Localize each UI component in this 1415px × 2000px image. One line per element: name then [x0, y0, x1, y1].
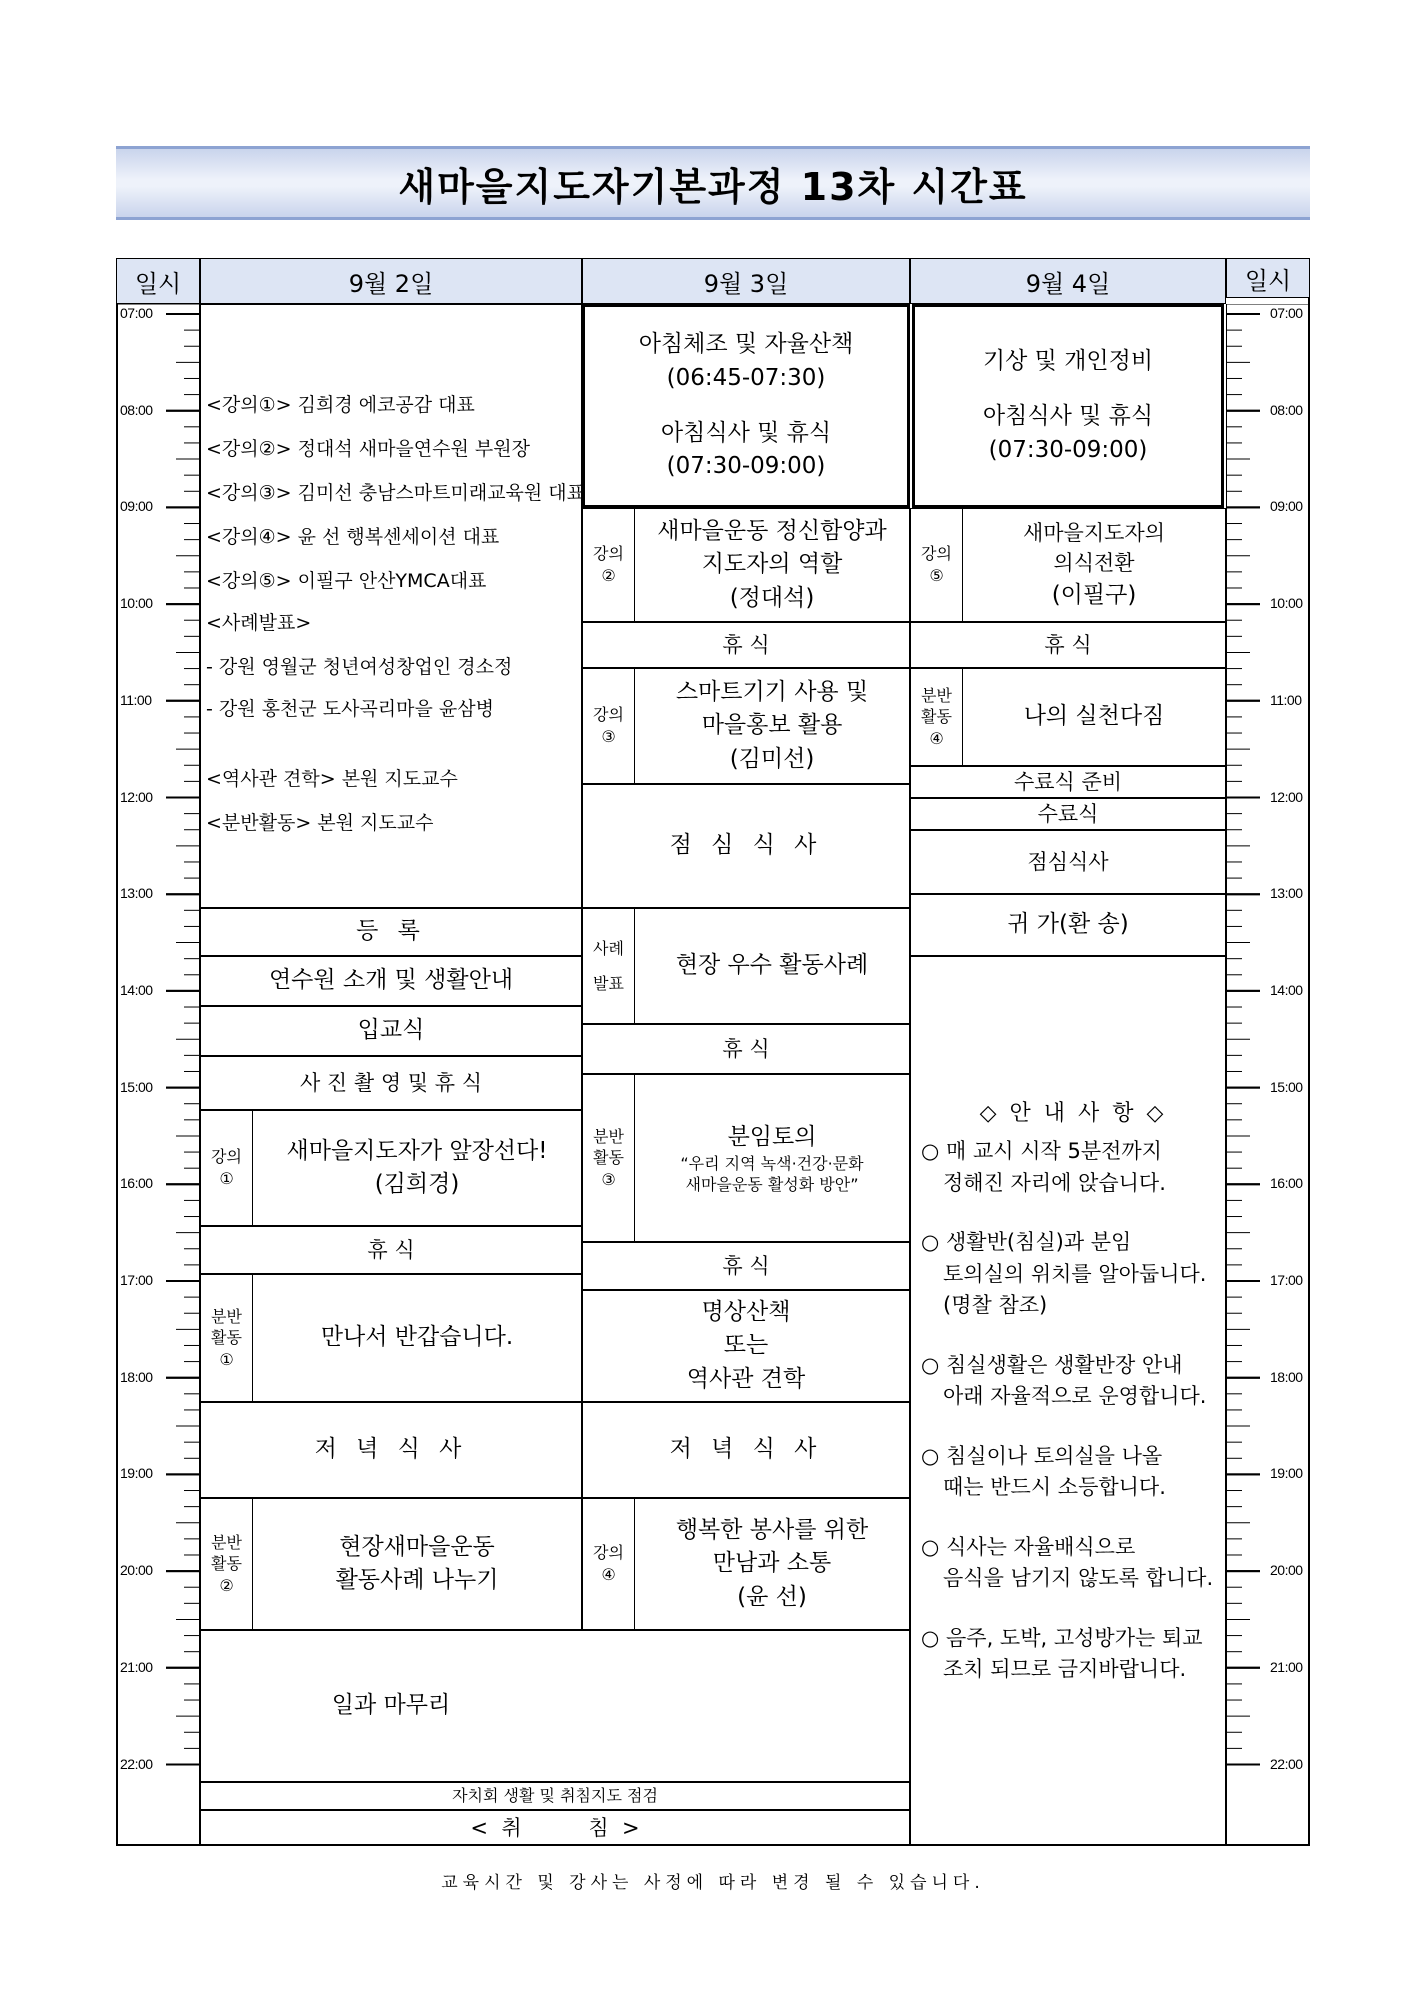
d1-register: 등 록 — [200, 908, 582, 956]
time-label: 07:00 — [120, 305, 153, 321]
case-heading: <사례발표> — [206, 612, 312, 634]
d1-group-activity-1: 분반 활동 ① 만나서 반갑습니다. — [200, 1274, 582, 1402]
time-label: 08:00 — [1270, 401, 1303, 418]
notice-2: ○ 생활반(침실)과 분임 토의실의 위치를 알아둡니다. (명찰 참조) — [921, 1230, 1207, 1317]
time-label: 09:00 — [1270, 498, 1303, 515]
time-label: 13:00 — [120, 885, 153, 902]
d1-break: 휴 식 — [200, 1226, 582, 1274]
d2-lecture-3: 강의 ③ 스마트기기 사용 및 마을홍보 활용 (김미선) — [582, 668, 910, 784]
d2-lecture-4: 강의 ④ 행복한 봉사를 위한 만남과 소통 (윤 선) — [582, 1498, 910, 1630]
time-label: 15:00 — [120, 1078, 153, 1095]
d3-graduation: 수료식 — [910, 798, 1226, 830]
time-label: 14:00 — [1270, 981, 1303, 998]
header-left-time: 일시 — [116, 258, 200, 304]
header-day3: 9월 4일 — [910, 258, 1226, 304]
d1-dorm-check: 자치회 생활 및 취침지도 점검 — [200, 1782, 910, 1810]
notice-6: ○ 음주, 도박, 고성방가는 퇴교 조치 되므로 금지바랍니다. — [921, 1625, 1203, 1681]
footer-note: 교육시간 및 강사는 사정에 따라 변경 될 수 있습니다. — [441, 1873, 985, 1893]
time-label: 17:00 — [120, 1272, 153, 1288]
time-label: 22:00 — [1270, 1755, 1303, 1772]
d2-break-2: 휴 식 — [582, 1024, 910, 1074]
time-label: 10:00 — [1270, 595, 1303, 612]
time-label: 19:00 — [120, 1465, 153, 1482]
lecturer-4: <강의④> 윤 선 행복센세이션 대표 — [206, 526, 500, 548]
lecturer-1: <강의①> 김희경 에코공감 대표 — [206, 394, 475, 416]
d2-case-presentation: 사례 발표 현장 우수 활동사례 — [582, 908, 910, 1024]
d2-meditation-walk: 명상산책 또는 역사관 견학 — [582, 1290, 910, 1402]
time-label: 18:00 — [1270, 1368, 1303, 1385]
left-time-axis — [116, 304, 200, 1846]
time-label: 08:00 — [120, 401, 153, 418]
d2-dinner: 저 녁 식 사 — [582, 1402, 910, 1498]
time-label: 14:00 — [120, 981, 153, 998]
time-label: 13:00 — [1270, 885, 1303, 902]
d1-group-activity-2: 분반 활동 ② 현장새마을운동 활동사례 나누기 — [200, 1498, 582, 1630]
header-day2: 9월 3일 — [582, 258, 910, 304]
d2-lecture-2: 강의 ② 새마을운동 정신함양과 지도자의 역할 (정대석) — [582, 508, 910, 622]
d2-lunch: 점 심 식 사 — [582, 784, 910, 908]
time-label: 16:00 — [1270, 1175, 1303, 1192]
d3-morning: 기상 및 개인정비 아침식사 및 휴식 (07:30-09:00) — [912, 304, 1224, 508]
time-label: 11:00 — [120, 691, 152, 708]
lecturer-2: <강의②> 정대석 새마을연수원 부원장 — [206, 438, 530, 460]
page-title: 새마을지도자기본과정 13차 시간표 — [398, 164, 1028, 209]
d1-lights-out: < 취 침 > — [200, 1810, 910, 1846]
time-label: 20:00 — [1270, 1562, 1303, 1579]
case-presenter-1: - 강원 영월군 청년여성창업인 경소정 — [206, 656, 513, 678]
d1-orientation: 연수원 소개 및 생활안내 — [200, 956, 582, 1006]
time-label: 12:00 — [120, 788, 153, 805]
header-right-time: 일시 — [1226, 258, 1310, 298]
d3-break: 휴 식 — [910, 622, 1226, 668]
case-presenter-2: - 강원 홍천군 도사곡리마을 윤삼병 — [206, 698, 494, 720]
time-label: 16:00 — [120, 1175, 153, 1192]
d3-notice-box — [910, 956, 1226, 1846]
notice-3: ○ 침실생활은 생활반장 안내 아래 자율적으로 운영합니다. — [921, 1352, 1207, 1408]
notice-4: ○ 침실이나 토의실을 나올 때는 반드시 소등합니다. — [921, 1443, 1166, 1499]
d1-entrance-ceremony: 입교식 — [200, 1006, 582, 1056]
time-label: 17:00 — [1270, 1272, 1303, 1288]
time-label: 18:00 — [120, 1368, 153, 1385]
right-time-axis — [1226, 304, 1310, 1846]
notice-1: ○ 매 교시 시작 5분전까지 정해진 자리에 앉습니다. — [921, 1139, 1166, 1195]
time-label: 19:00 — [1270, 1465, 1303, 1482]
notice-5: ○ 식사는 자율배식으로 음식을 남기지 않도록 합니다. — [921, 1534, 1214, 1590]
d2-morning: 아침체조 및 자율산책 (06:45-07:30) 아침식사 및 휴식 (07:30-09:00) — [582, 304, 910, 508]
d3-return-home: 귀 가(환 송) — [910, 894, 1226, 956]
d2-group-discussion: 분반 활동 ③ 분임토의 “우리 지역 녹색·건강·문화 새마을운동 활성화 방안” — [582, 1074, 910, 1242]
time-label: 21:00 — [1270, 1658, 1303, 1675]
notice-title: ◇ 안 내 사 항 ◇ — [979, 1101, 1167, 1126]
time-label: 22:00 — [120, 1755, 153, 1772]
time-label: 07:00 — [1270, 305, 1303, 321]
header-day1: 9월 2일 — [200, 258, 582, 304]
d2-break-3: 휴 식 — [582, 1242, 910, 1290]
d1-lecture-1: 강의 ① 새마을지도자가 앞장선다! (김희경) — [200, 1110, 582, 1226]
time-label: 15:00 — [1270, 1078, 1303, 1095]
time-label: 21:00 — [120, 1658, 153, 1675]
lecturer-5: <강의⑤> 이필구 안산YMCA대표 — [206, 570, 487, 592]
d1-wrapup: 일과 마무리 — [200, 1630, 910, 1782]
time-label: 12:00 — [1270, 788, 1303, 805]
d3-group-activity-4: 분반 활동 ④ 나의 실천다짐 — [910, 668, 1226, 766]
d3-lunch: 점심식사 — [910, 830, 1226, 894]
history-tour-guide: <역사관 견학> 본원 지도교수 — [206, 768, 458, 790]
title-banner — [116, 146, 1310, 220]
lecturer-3: <강의③> 김미선 충남스마트미래교육원 대표 — [206, 482, 586, 504]
d1-photo-break: 사 진 촬 영 및 휴 식 — [200, 1056, 582, 1110]
d1-dinner: 저 녁 식 사 — [200, 1402, 582, 1498]
time-label: 10:00 — [120, 595, 153, 612]
time-label: 09:00 — [120, 498, 153, 515]
d3-graduation-prep: 수료식 준비 — [910, 766, 1226, 798]
time-label: 11:00 — [1270, 691, 1302, 708]
group-activity-guide: <분반활동> 본원 지도교수 — [206, 812, 434, 834]
d3-lecture-5: 강의 ⑤ 새마을지도자의 의식전환 (이필구) — [910, 508, 1226, 622]
time-label: 20:00 — [120, 1562, 153, 1579]
d2-break-1: 휴 식 — [582, 622, 910, 668]
